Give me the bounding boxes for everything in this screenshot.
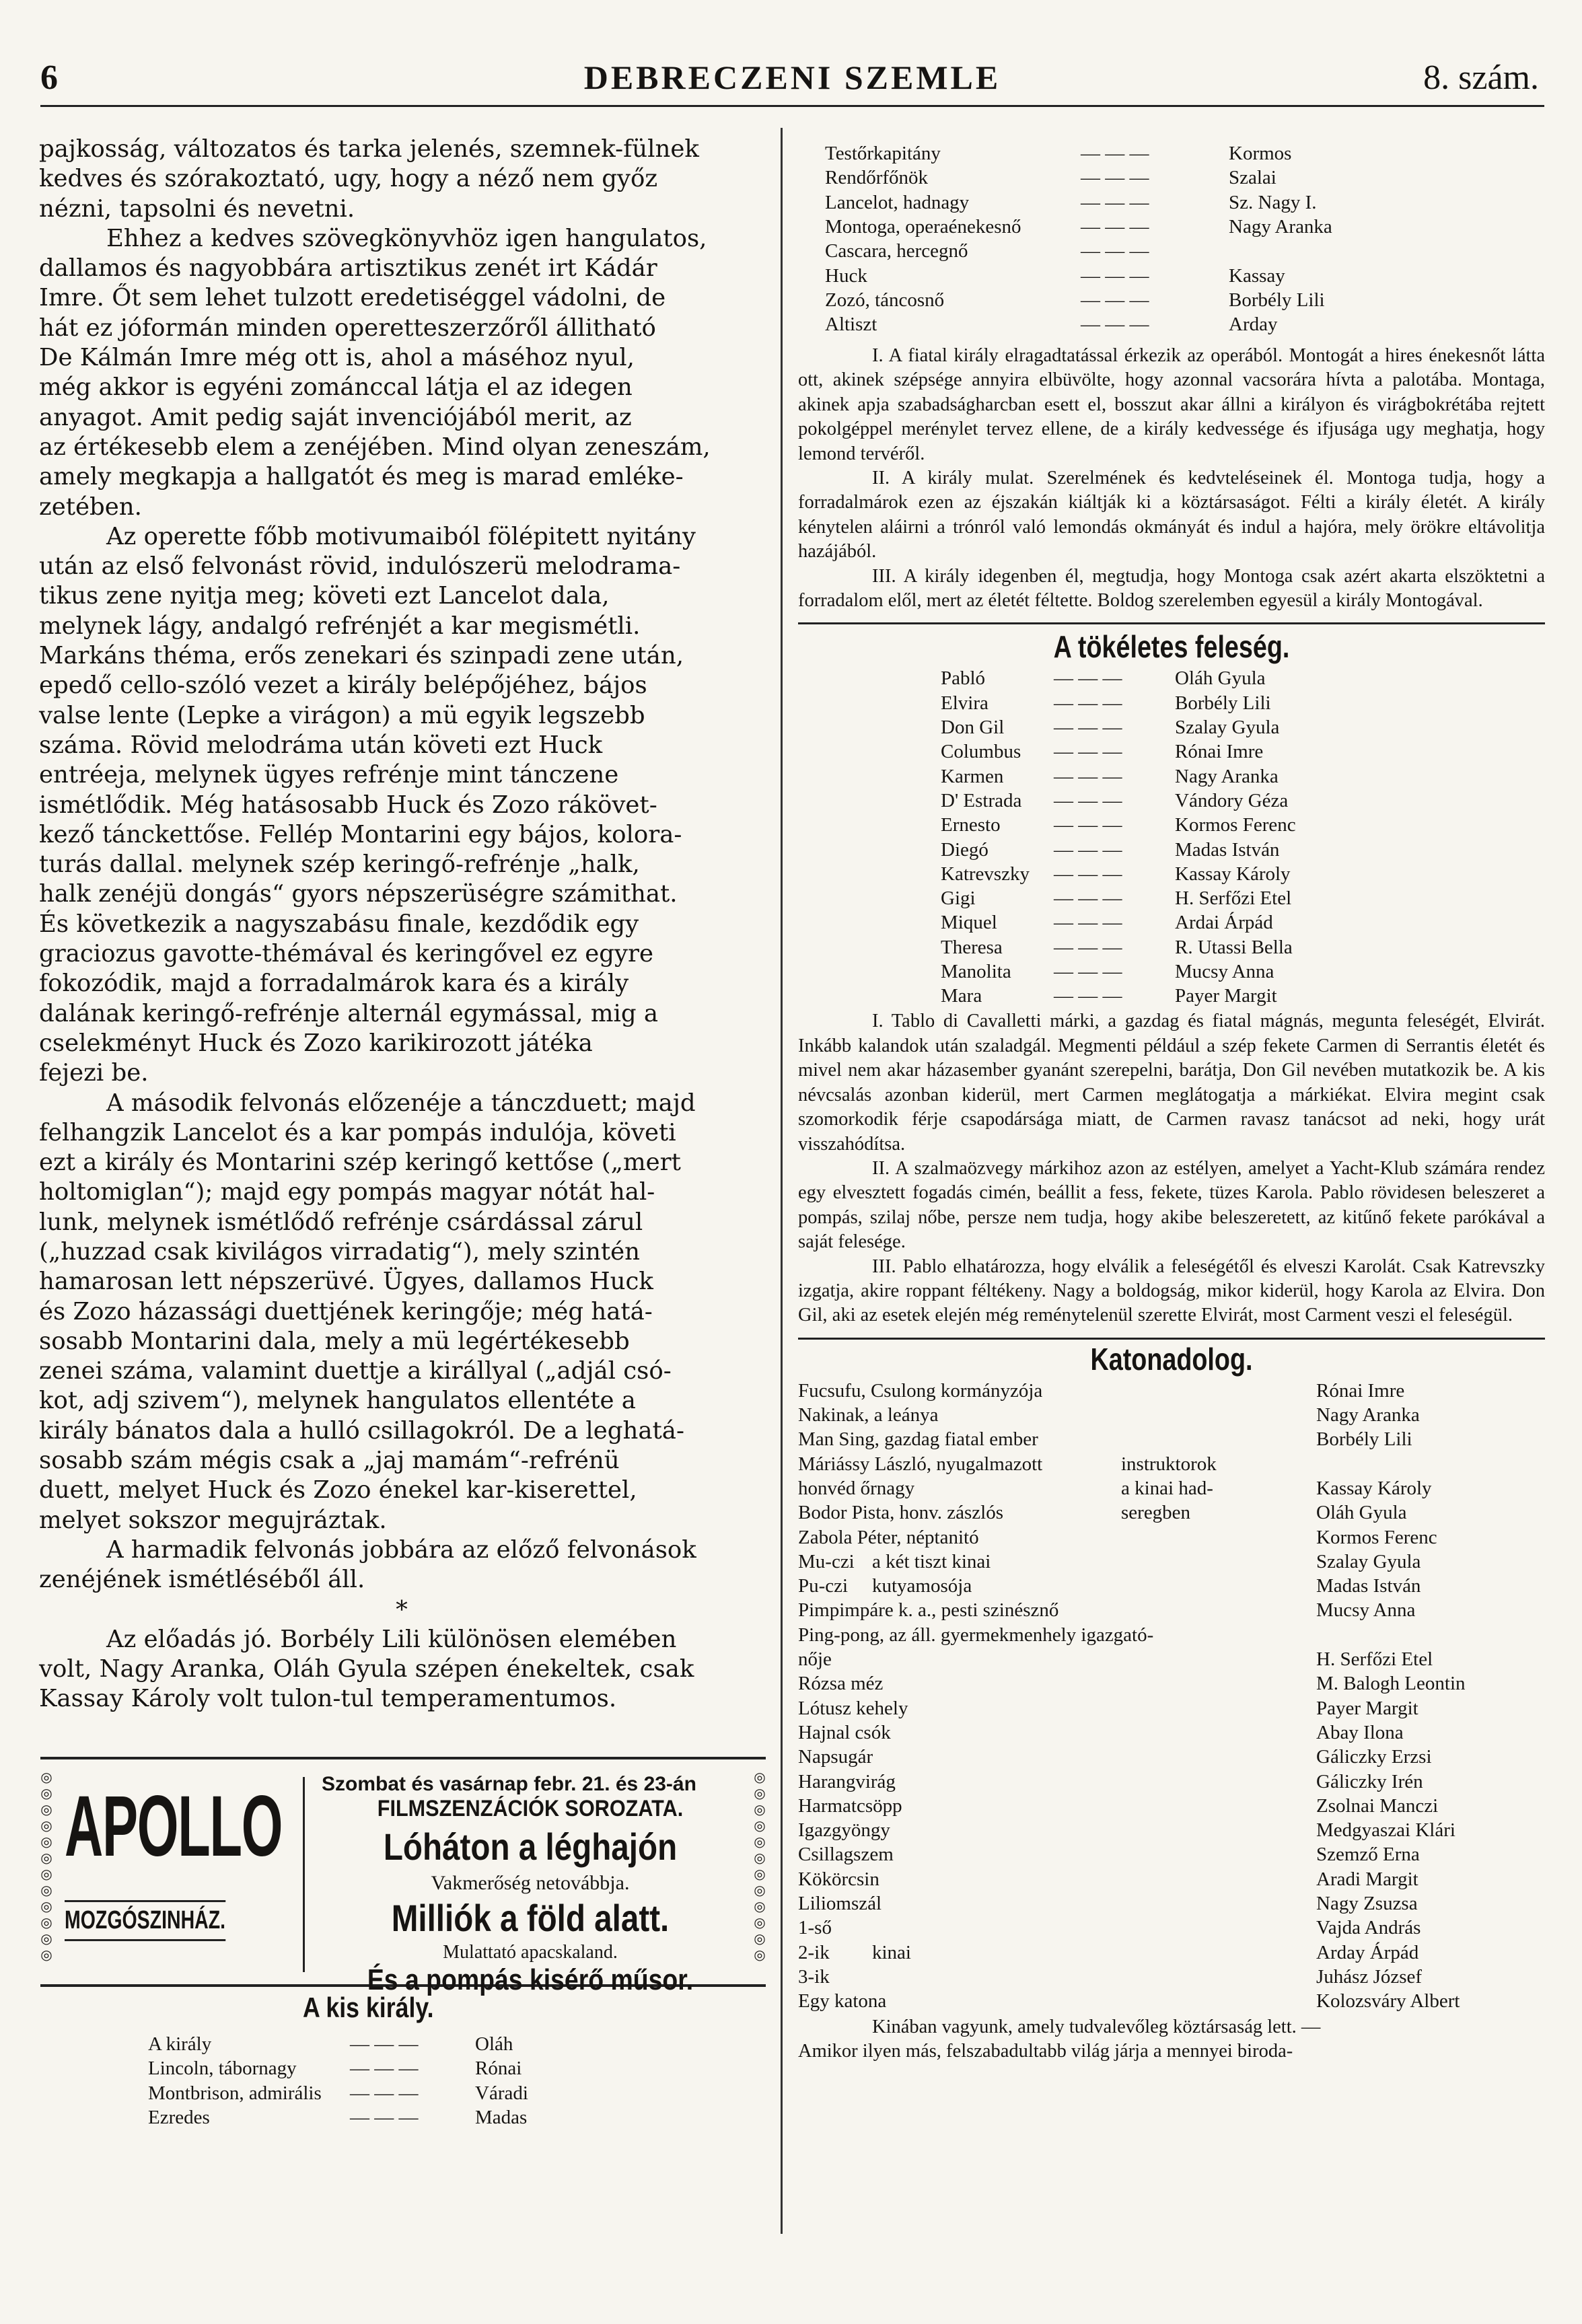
section-title-tokeletes-feleseg: A tökéletes feleség. (1053, 629, 1290, 665)
text-line: Az operette főbb motivumaiból fölépitett nyitány (106, 522, 696, 550)
role-name: Lótusz kehely (798, 1697, 908, 1719)
text-line: duett, melyet Huck és Zozo énekel kar-kiserettel, (39, 1476, 637, 1504)
role-name: Elvira (941, 692, 988, 714)
text-line: fejezi be. (39, 1059, 149, 1087)
closing-paragraph (798, 2015, 1545, 2064)
apollo-logo (65, 1777, 292, 1941)
role-name: Columbus (941, 741, 1021, 763)
leader-dashes: — — — (1081, 215, 1149, 238)
text-line: lunk, melynek ismétlődő refrénje csárdással zárul (39, 1208, 643, 1236)
actor-name: Oláh Gyula (1175, 667, 1266, 690)
text-line: dallamos és nagyobbára artisztikus zenét irt Kádár (39, 254, 657, 283)
actor-name: Borbély Lili (1229, 289, 1325, 311)
text-line: Kassay Károly volt tulon-tul temperamentumos. (39, 1685, 617, 1713)
role-name: Napsugár (798, 1746, 873, 1768)
text-line: száma. Rövid melodráma után követi ezt Huck (39, 731, 603, 759)
actor-name: Szalay Gyula (1175, 717, 1280, 739)
role-name: Ernesto (941, 814, 1001, 836)
role-name: Lincoln, tábornagy (148, 2058, 297, 2080)
cast-note: kinai (872, 1941, 911, 1963)
cast-row (798, 1745, 1545, 1769)
role-name: 1-ső (798, 1917, 832, 1939)
actor-name: Payer Margit (1175, 985, 1277, 1007)
cast-row (798, 1818, 1545, 1842)
ad-film-2-desc: Mulattató apacskaland. (443, 1942, 618, 1963)
role-name: Kökörcsin (798, 1868, 879, 1890)
kis-kiraly-title: A kis király. (303, 1992, 434, 2023)
text-line: halk zenéjü dongás“ gyors népszerüségre számithat. (39, 880, 678, 908)
role-name: nője (798, 1648, 832, 1671)
cast-row (798, 984, 1538, 1008)
actor-name: Arday Árpád (1316, 1941, 1419, 1963)
issue-number: 8. szám. (1423, 59, 1539, 97)
text-line: turás dallal. melynek szép keringő-refrénje „halk, (39, 850, 640, 879)
actor-name: Vajda András (1316, 1917, 1421, 1939)
cast-row (798, 1965, 1545, 1989)
leader-dashes: — — — (1054, 717, 1122, 739)
text-line: valse lente (Lepke a virágon) a mü egyik legszebb (39, 701, 645, 729)
actor-name: M. Balogh Leontin (1316, 1673, 1466, 1695)
leader-dashes: — — — (350, 2033, 419, 2055)
role-name: Csillagszem (798, 1844, 894, 1866)
role-name: Testőrkapitány (825, 143, 941, 164)
actor-name: Mucsy Anna (1316, 1599, 1416, 1622)
text-line: még akkor is egyéni zománccal látja el az idegen (39, 373, 633, 402)
role-name: Montbrison, admirális (148, 2082, 322, 2104)
text-line: után az első felvonást rövid, indulószerü melodrama- (39, 552, 681, 581)
cast-row (798, 813, 1538, 837)
leader-dashes: — — — (1054, 667, 1122, 690)
cast-row (798, 1403, 1545, 1427)
cast-row (148, 2105, 754, 2130)
leader-dashes: — — — (1054, 936, 1122, 958)
cast-row (798, 1598, 1545, 1622)
cast-row (798, 1379, 1545, 1403)
role-name: Altiszt (825, 314, 877, 336)
actor-name: Rónai Imre (1316, 1379, 1405, 1402)
cast-note: kutyamosója (872, 1575, 972, 1597)
leader-dashes: — — — (1081, 191, 1149, 213)
text-line: Markáns théma, erős zenekari és szinpadi zene után, (39, 642, 684, 670)
section-rule (798, 622, 1545, 624)
actor-name: Gáliczky Irén (1316, 1770, 1423, 1792)
actor-name: Nagy Aranka (1316, 1404, 1420, 1426)
actor-name: Abay Ilona (1316, 1721, 1404, 1743)
apollo-advertisement (40, 1757, 766, 1996)
role-name: Karmen (941, 765, 1004, 787)
synopsis-paragraph: I. Tablo di Cavalletti márki, a gazdag és fiatal mágnás, megunta feleségét, Elvirát. Inkább kalandok után szaladgál. Megmenti például a szép fekete Carmen di Serrantis életét és mivel nem akar házasember gyanánt szerepelni, barátja, Don Gil nevében mutatkozik be. A kis névcsalás azonban kiderül, mert Carmen meglátogatja a márkiékat. Elvira megint csak szomorkodik férje csapodársága miatt, de Carmen ravasz tanácsot ad neki, hogy urát visszahódítsa. (798, 1011, 1545, 1155)
leader-dashes: — — — (1054, 887, 1122, 910)
text-line: pajkosság, változatos és tarka jelenés, szemnek-fülnek (39, 135, 699, 163)
logo-text: APOLLO (65, 1778, 283, 1875)
role-name: Máriássy László, nyugalmazott (798, 1453, 1043, 1475)
synopsis-1 (798, 344, 1545, 613)
actor-name: Arday (1229, 314, 1278, 336)
leader-dashes: — — — (1054, 765, 1122, 787)
cast-row (798, 288, 1538, 312)
leader-dashes: — — — (1081, 314, 1149, 336)
actor-name: Vándory Géza (1175, 789, 1289, 811)
cast-row (798, 264, 1538, 288)
leader-dashes: — — — (1054, 912, 1122, 934)
text-line: kot, adj szivem“), melynek hangulatos ellentéte a (39, 1387, 636, 1415)
text-line: kező tánckettőse. Fellép Montarini egy bájos, kolora- (39, 820, 682, 848)
actor-name: Kormos Ferenc (1175, 814, 1296, 836)
leader-dashes: — — — (1054, 838, 1122, 861)
role-name: Zozó, táncosnő (825, 289, 945, 311)
actor-name: Aradi Margit (1316, 1868, 1418, 1890)
text-line: De Kálmán Imre még ott is, ahol a máséhoz nyul, (39, 344, 635, 372)
ad-program (322, 1773, 739, 1997)
text-line: tikus zene nyitja meg; követi ezt Lancelot dala, (39, 582, 610, 610)
role-name: Rendőrfőnök (825, 167, 929, 189)
actor-name: Juhász József (1316, 1965, 1423, 1988)
role-name: Egy katona (798, 1990, 887, 2012)
actor-name: Szalai (1229, 167, 1277, 189)
leader-dashes: — — — (1054, 863, 1122, 885)
role-name: Rózsa méz (798, 1673, 884, 1695)
actor-name: Madas István (1175, 838, 1280, 861)
leader-dashes: — — — (1081, 240, 1149, 262)
role-name: Ping-pong, az áll. gyermekmenhely igazgató- (798, 1624, 1154, 1646)
actor-name: Kolozsváry Albert (1316, 1990, 1460, 2012)
column-divider (781, 128, 783, 2234)
synopsis-paragraph: II. A szalmaözvegy márkihoz azon az estélyen, amelyet a Yacht-Klub számára rendez egy elvesztett fogadás cimén, beállit a fess, fekete, tüzes Karola. Pablo rövidesen beleszeret a pompás, szilaj nőbe, persze nem tudja, hogy akibe beleszeretett, az kitűnő fekete parókával a saját felesége. (798, 1157, 1545, 1253)
actor-name: Mucsy Anna (1175, 961, 1274, 983)
cast-list-1 (798, 141, 1545, 337)
text-line: ezt a király és Montarini szép keringő kettőse („mert (39, 1149, 681, 1177)
text-line: az értékesebb elem a zenéjében. Mind olyan zeneszám, (39, 433, 711, 461)
masthead: DEBRECZENI SZEMLE (583, 59, 1001, 96)
cast-row (798, 141, 1538, 166)
text-line: holtomiglan“); majd egy pompás magyar nótát hal- (39, 1178, 655, 1206)
page-number: 6 (40, 59, 58, 97)
role-name: Theresa (941, 936, 1003, 958)
text-line: és Zozo házassági duettjének keringője; még hatá- (39, 1297, 653, 1326)
text-line: király bánatos dala a hulló csillagokról. De a leghatá- (39, 1416, 684, 1445)
leader-dashes: — — — (350, 2058, 419, 2080)
text-line: zenei száma, valamint duettje a királlyal („adjál csó- (39, 1357, 672, 1385)
role-name: Katrevszky (941, 863, 1030, 885)
cast-row (798, 691, 1538, 715)
text-line: * (396, 1595, 408, 1624)
left-column-article (39, 135, 764, 1714)
text-line: És következik a nagyszabásu finale, kezdődik egy (39, 910, 639, 938)
closing-line: Kinában vagyunk, amely tudvalevőleg köztársaság lett. — (872, 2016, 1321, 2037)
text-line: Imre. Őt sem lehet tulzott eredetiséggel vádolni, de (39, 284, 666, 312)
role-name: Cascara, hercegnő (825, 240, 968, 262)
cast-row (798, 764, 1538, 789)
cast-row (798, 1989, 1545, 2013)
actor-name: Gáliczky Erzsi (1316, 1746, 1432, 1768)
ad-film-2: Milliók a föld alatt. (391, 1897, 670, 1939)
text-line: sosabb Montarini dala, mely a mü legértékesebb (39, 1327, 630, 1355)
actor-name: Medgyaszai Klári (1316, 1819, 1455, 1842)
text-line: hát ez jóformán minden operetteszerzőről állitható (39, 314, 656, 342)
cast-row (798, 1671, 1545, 1696)
role-name: Mara (941, 985, 982, 1007)
cast-row (798, 739, 1538, 764)
text-line: zetében. (39, 493, 142, 521)
actor-name: Szalay Gyula (1316, 1550, 1421, 1572)
actor-name: Kassay (1229, 264, 1285, 287)
cast-note: a két tiszt kinai (872, 1550, 991, 1572)
text-line: zenéjének ismétléséből áll. (39, 1566, 365, 1594)
ad-series: FILMSZENZÁCIÓK SOROZATA. (377, 1796, 684, 1821)
text-line: cselekményt Huck és Zozo karikirozott játéka (39, 1029, 593, 1057)
cast-row (798, 666, 1538, 690)
role-name: Fucsufu, Csulong kormányzója (798, 1379, 1043, 1402)
cast-row (148, 2032, 754, 2056)
cast-row (798, 1525, 1545, 1550)
synopsis-paragraph: I. A fiatal király elragadtatással érkezik az operából. Montogát a hires énekesnőt látta ott, akinek szépsége annyira elbüvölte, hogy azonnal vacsorára hívta a palotába. Montaga, akinek apja szabadságharcban esett el, bosszut akar állni a királyon és virágbokrétába rejtett pokolgéppel merénylet tervez ellene, de a király kedvessége és ifjusága ugy meghatja, hogy lemond tervéről. (798, 345, 1545, 464)
chain-border-right: ◎ ◎ ◎ ◎ ◎ ◎ ◎ ◎ ◎ ◎ ◎ ◎ (754, 1769, 766, 1963)
text-line: amely megkapja a hallgatót és meg is marad emléke- (39, 463, 684, 491)
actor-name: R. Utassi Bella (1175, 936, 1293, 958)
synopsis-paragraph: III. Pablo elhatározza, hogy elválik a feleségétől és elveszi Karolát. Csak Katrevszky izgatja, akire roppant féltékeny. Nagy a boldogság, mikor kiderül, hogy Karola az Elvira. Don Gil, aki az esetek elején még reménytelenül szerette Elvirát, most Carment veszi el feleségül. (798, 1256, 1545, 1326)
logo-subtext: MOZGÓSZINHÁZ. (65, 1900, 225, 1941)
cast-row (798, 715, 1538, 739)
actor-name: Kormos (1229, 143, 1292, 164)
cast-row (798, 1647, 1545, 1671)
role-name: Pabló (941, 667, 986, 690)
running-header (40, 58, 1544, 107)
actor-name: Rónai (475, 2058, 522, 2080)
leader-dashes: — — — (1054, 741, 1122, 763)
synopsis-2 (798, 1009, 1545, 1328)
cast-note: instruktorok (1121, 1453, 1217, 1475)
actor-name: Zsolnai Manczi (1316, 1794, 1439, 1817)
section-title-katonadolog: Katonadolog. (1090, 1341, 1253, 1377)
text-line: kedves és szórakoztató, ugy, hogy a néző nem győz (39, 165, 658, 193)
ad-extra: És a pompás kisérő műsor. (367, 1963, 694, 1996)
role-name: Harmatcsöpp (798, 1794, 902, 1817)
cast-row (798, 838, 1538, 862)
chain-border-left: ◎ ◎ ◎ ◎ ◎ ◎ ◎ ◎ ◎ ◎ ◎ ◎ (40, 1769, 52, 1963)
text-line: anyagot. Amit pedig saját invenciójából merit, az (39, 403, 632, 431)
role-name: Nakinak, a leánya (798, 1404, 939, 1426)
cast-list-3 (798, 1379, 1545, 2015)
cast-row (798, 935, 1538, 959)
leader-dashes: — — — (350, 2106, 419, 2128)
cast-note: a kinai had- (1121, 1477, 1213, 1499)
cast-row (798, 886, 1538, 910)
leader-dashes: — — — (1081, 167, 1149, 189)
text-line: melynek lágy, andalgó refrénjét a kar megismétli. (39, 612, 641, 640)
text-line: ismétlődik. Még hatásosabb Huck és Zozo rákövet- (39, 791, 657, 819)
ad-film-1-desc: Vakmerőség netovábbja. (431, 1872, 630, 1894)
role-name: Pu-czi (798, 1575, 849, 1597)
text-line: volt, Nagy Aranka, Oláh Gyula szépen énekeltek, csak (39, 1655, 694, 1683)
actor-name: Szemző Erna (1316, 1844, 1420, 1866)
text-line: entréeja, melynek ügyes refrénje mint tánczene (39, 761, 619, 789)
actor-name: Rónai Imre (1175, 741, 1264, 763)
cast-note: seregben (1121, 1502, 1191, 1524)
cast-row (798, 1916, 1545, 1940)
cast-row (798, 1720, 1545, 1745)
text-line: nézni, tapsolni és nevetni. (39, 194, 355, 223)
role-name: Lancelot, hadnagy (825, 191, 970, 213)
actor-name: Madas István (1316, 1575, 1421, 1597)
text-line: A második felvonás előzenéje a tánczduett; majd (106, 1089, 696, 1117)
actor-name: Kassay Károly (1316, 1477, 1432, 1499)
role-name: Igazgyöngy (798, 1819, 890, 1842)
cast-row (148, 2056, 754, 2080)
text-line: hamarosan lett népszerüvé. Ügyes, dallamos Huck (39, 1268, 653, 1296)
ad-date: Szombat és vasárnap febr. 21. és 23-án (322, 1773, 696, 1795)
role-name: Hajnal csók (798, 1721, 891, 1743)
cast-row (798, 215, 1538, 239)
role-name: Huck (825, 264, 867, 287)
text-line: („huzzad csak kivilágos virradatig“), mely szintén (39, 1237, 640, 1266)
role-name: Mu-czi (798, 1550, 855, 1572)
cast-row (798, 1891, 1545, 1916)
role-name: Ezredes (148, 2106, 210, 2128)
role-name: Montoga, operaénekesnő (825, 215, 1021, 238)
synopsis-paragraph: II. A király mulat. Szerelmének és kedvteléseinek él. Montoga tudja, hogy a forradalmárok ezen az éjszakán kiáltják ki a köztársaságot. Félti a király életét. A király kénytelen aláirni a trónról való lemondás okmányát és indul a hajóra, mely örökre eltávolitja hazájából. (798, 468, 1545, 562)
text-line: dalának keringő-refrénje alternál egymással, mig a (39, 999, 659, 1027)
text-line: melyet sokszor megujráztak. (39, 1506, 387, 1534)
leader-dashes: — — — (1054, 814, 1122, 836)
cast-row (798, 862, 1538, 886)
leader-dashes: — — — (1054, 961, 1122, 983)
closing-line: Amikor ilyen más, felszabadultabb világ járja a mennyei biroda- (798, 2041, 1293, 2062)
text-line: epedő cello-szóló vezet a király belépőjéhez, bájos (39, 671, 647, 700)
synopsis-paragraph: III. A király idegenben él, megtudja, hogy Montoga csak azért akarta elszöktetni a forradalom elől, mert az életét féltette. Boldog szerelemben egyesül a király Montogával. (798, 565, 1545, 612)
actor-name: Nagy Zsuzsa (1316, 1893, 1418, 1915)
leader-dashes: — — — (1081, 264, 1149, 287)
role-name: Don Gil (941, 717, 1005, 739)
actor-name: Borbély Lili (1175, 692, 1271, 714)
ad-divider (303, 1777, 305, 1972)
actor-name: Borbély Lili (1316, 1428, 1412, 1451)
leader-dashes: — — — (1054, 985, 1122, 1007)
actor-name: Váradi (475, 2082, 528, 2104)
role-name: 3-ik (798, 1965, 830, 1988)
text-line: A harmadik felvonás jobbára az előző felvonások (106, 1535, 696, 1564)
actor-name: Nagy Aranka (1229, 215, 1332, 238)
cast-row (798, 1867, 1545, 1891)
leader-dashes: — — — (350, 2082, 419, 2104)
actor-name: Sz. Nagy I. (1229, 191, 1317, 213)
cast-row (798, 910, 1538, 935)
role-name: Gigi (941, 887, 976, 910)
text-line: sosabb szám mégis csak a „jaj mamám“-refrénü (39, 1447, 620, 1475)
role-name: honvéd őrnagy (798, 1477, 915, 1499)
leader-dashes: — — — (1054, 692, 1122, 714)
cast-row (798, 1427, 1545, 1451)
role-name: Man Sing, gazdag fiatal ember (798, 1428, 1038, 1451)
cast-row (798, 1842, 1545, 1866)
role-name: 2-ik (798, 1941, 830, 1963)
role-name: Zabola Péter, néptanitó (798, 1526, 979, 1548)
actor-name: Oláh (475, 2033, 513, 2055)
actor-name: Nagy Aranka (1175, 765, 1279, 787)
actor-name: Ardai Árpád (1175, 912, 1273, 934)
text-line: graciozus gavotte-thémával és keringővel ez egyre (39, 940, 653, 968)
cast-row (148, 2081, 754, 2105)
cast-row (798, 789, 1538, 813)
role-name: Pimpimpáre k. a., pesti szinésznő (798, 1599, 1059, 1622)
role-name: A király (148, 2033, 212, 2055)
role-name: D' Estrada (941, 789, 1022, 811)
leader-dashes: — — — (1081, 289, 1149, 311)
role-name: Harangvirág (798, 1770, 896, 1792)
role-name: Bodor Pista, honv. zászlós (798, 1502, 1004, 1524)
cast-row (798, 1794, 1545, 1818)
role-name: Miquel (941, 912, 997, 934)
text-line: Az előadás jó. Borbély Lili különösen elemében (106, 1625, 677, 1653)
cast-row (798, 1696, 1545, 1720)
ad-film-1: Lóháton a léghajón (383, 1825, 678, 1868)
actor-name: Kormos Ferenc (1316, 1526, 1437, 1548)
cast-list-2 (798, 666, 1545, 1009)
text-line: felhangzik Lancelot és a kar pompás indulója, követi (39, 1118, 676, 1147)
actor-name: Madas (475, 2106, 528, 2128)
actor-name: H. Serfőzi Etel (1316, 1648, 1433, 1671)
cast-row (798, 1770, 1545, 1794)
actor-name: Oláh Gyula (1316, 1502, 1407, 1524)
cast-row (798, 190, 1538, 215)
leader-dashes: — — — (1054, 789, 1122, 811)
actor-name: H. Serfőzi Etel (1175, 887, 1292, 910)
right-column (798, 141, 1545, 2064)
cast-row (798, 166, 1538, 190)
actor-name: Payer Margit (1316, 1697, 1418, 1719)
role-name: Liliomszál (798, 1893, 882, 1915)
cast-row (798, 959, 1538, 984)
role-name: Manolita (941, 961, 1011, 983)
role-name: Diegó (941, 838, 988, 861)
cast-row (798, 1623, 1545, 1647)
text-line: Ehhez a kedves szövegkönyvhöz igen hangulatos, (106, 224, 707, 252)
cast-row (798, 239, 1538, 263)
text-line: fokozódik, majd a forradalmárok kara és a király (39, 970, 629, 998)
actor-name: Kassay Károly (1175, 863, 1291, 885)
leader-dashes: — — — (1081, 143, 1149, 164)
cast-row (798, 312, 1538, 336)
